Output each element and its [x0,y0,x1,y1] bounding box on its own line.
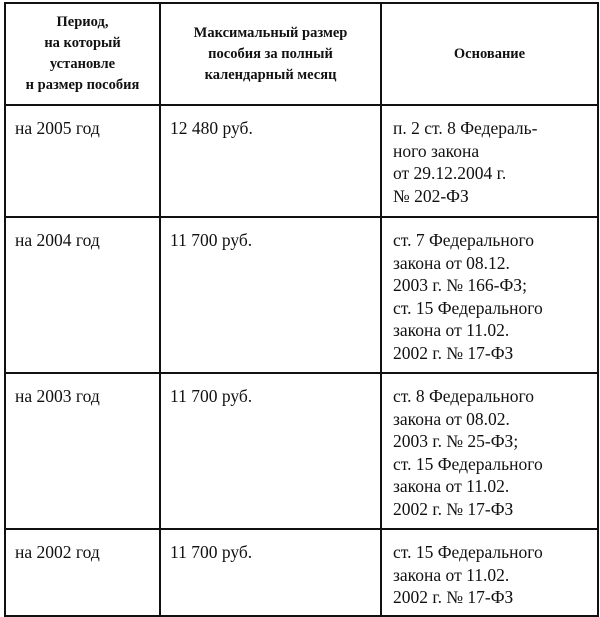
cell-period: на 2004 год [5,217,160,373]
basis-line: закона от 11.02. [393,320,510,340]
basis-line: 2002 г. № 17-ФЗ [393,498,514,519]
cell-basis [381,105,598,217]
header-basis-line: Основание [453,45,526,62]
cell-basis [381,529,598,616]
basis-line: 2003 г. № 166-ФЗ; [393,275,527,295]
header-period [5,3,160,105]
basis-line: ст. 15 Федерального [393,542,543,562]
header-max-amount-line: календарный месяц [204,66,337,83]
header-period-line: установле [49,56,116,72]
basis-line: ст. 7 Федерального [393,230,534,250]
cell-period: на 2002 год [5,529,160,616]
header-max-amount [160,3,381,105]
cell-amount: 12 480 руб. [160,105,381,217]
table-body [5,105,598,616]
table-row [5,217,598,373]
cell-amount: 11 700 руб. [160,373,381,529]
basis-line: закона от 08.02. [393,408,510,429]
header-row [5,3,598,105]
basis-line: 2003 г. № 25-ФЗ; [393,431,519,451]
basis-line: от 29.12.2004 г. [393,163,507,183]
table-row [5,105,598,217]
cell-amount: 11 700 руб. [160,529,381,616]
table-row [5,529,598,616]
benefit-table [4,2,599,617]
basis-line: ного закона [393,140,480,161]
header-period-line: Период, [56,14,109,30]
header-period-line: н размер пособия [25,77,140,93]
table-row [5,373,598,529]
basis-line: ст. 8 Федерального [393,386,534,406]
basis-line: закона от 11.02. [393,564,510,585]
basis-line: № 202-ФЗ [393,185,469,206]
basis-line: п. 2 ст. 8 Федераль- [393,118,538,138]
basis-line: закона от 11.02. [393,476,510,496]
basis-line: 2002 г. № 17-ФЗ [393,342,514,363]
header-basis [381,3,598,105]
header-period-line: на который [44,35,121,51]
basis-line: закона от 08.12. [393,252,510,273]
header-max-amount-line: Максимальный размер [193,24,348,41]
cell-basis [381,373,598,529]
cell-period: на 2005 год [5,105,160,217]
table-header [5,3,598,105]
basis-line: ст. 15 Федерального [393,297,543,318]
cell-amount: 11 700 руб. [160,217,381,373]
cell-period: на 2003 год [5,373,160,529]
cell-basis [381,217,598,373]
header-max-amount-line: пособия за полный [208,45,333,62]
basis-line: 2002 г. № 17-ФЗ [393,587,514,607]
basis-line: ст. 15 Федерального [393,453,543,474]
